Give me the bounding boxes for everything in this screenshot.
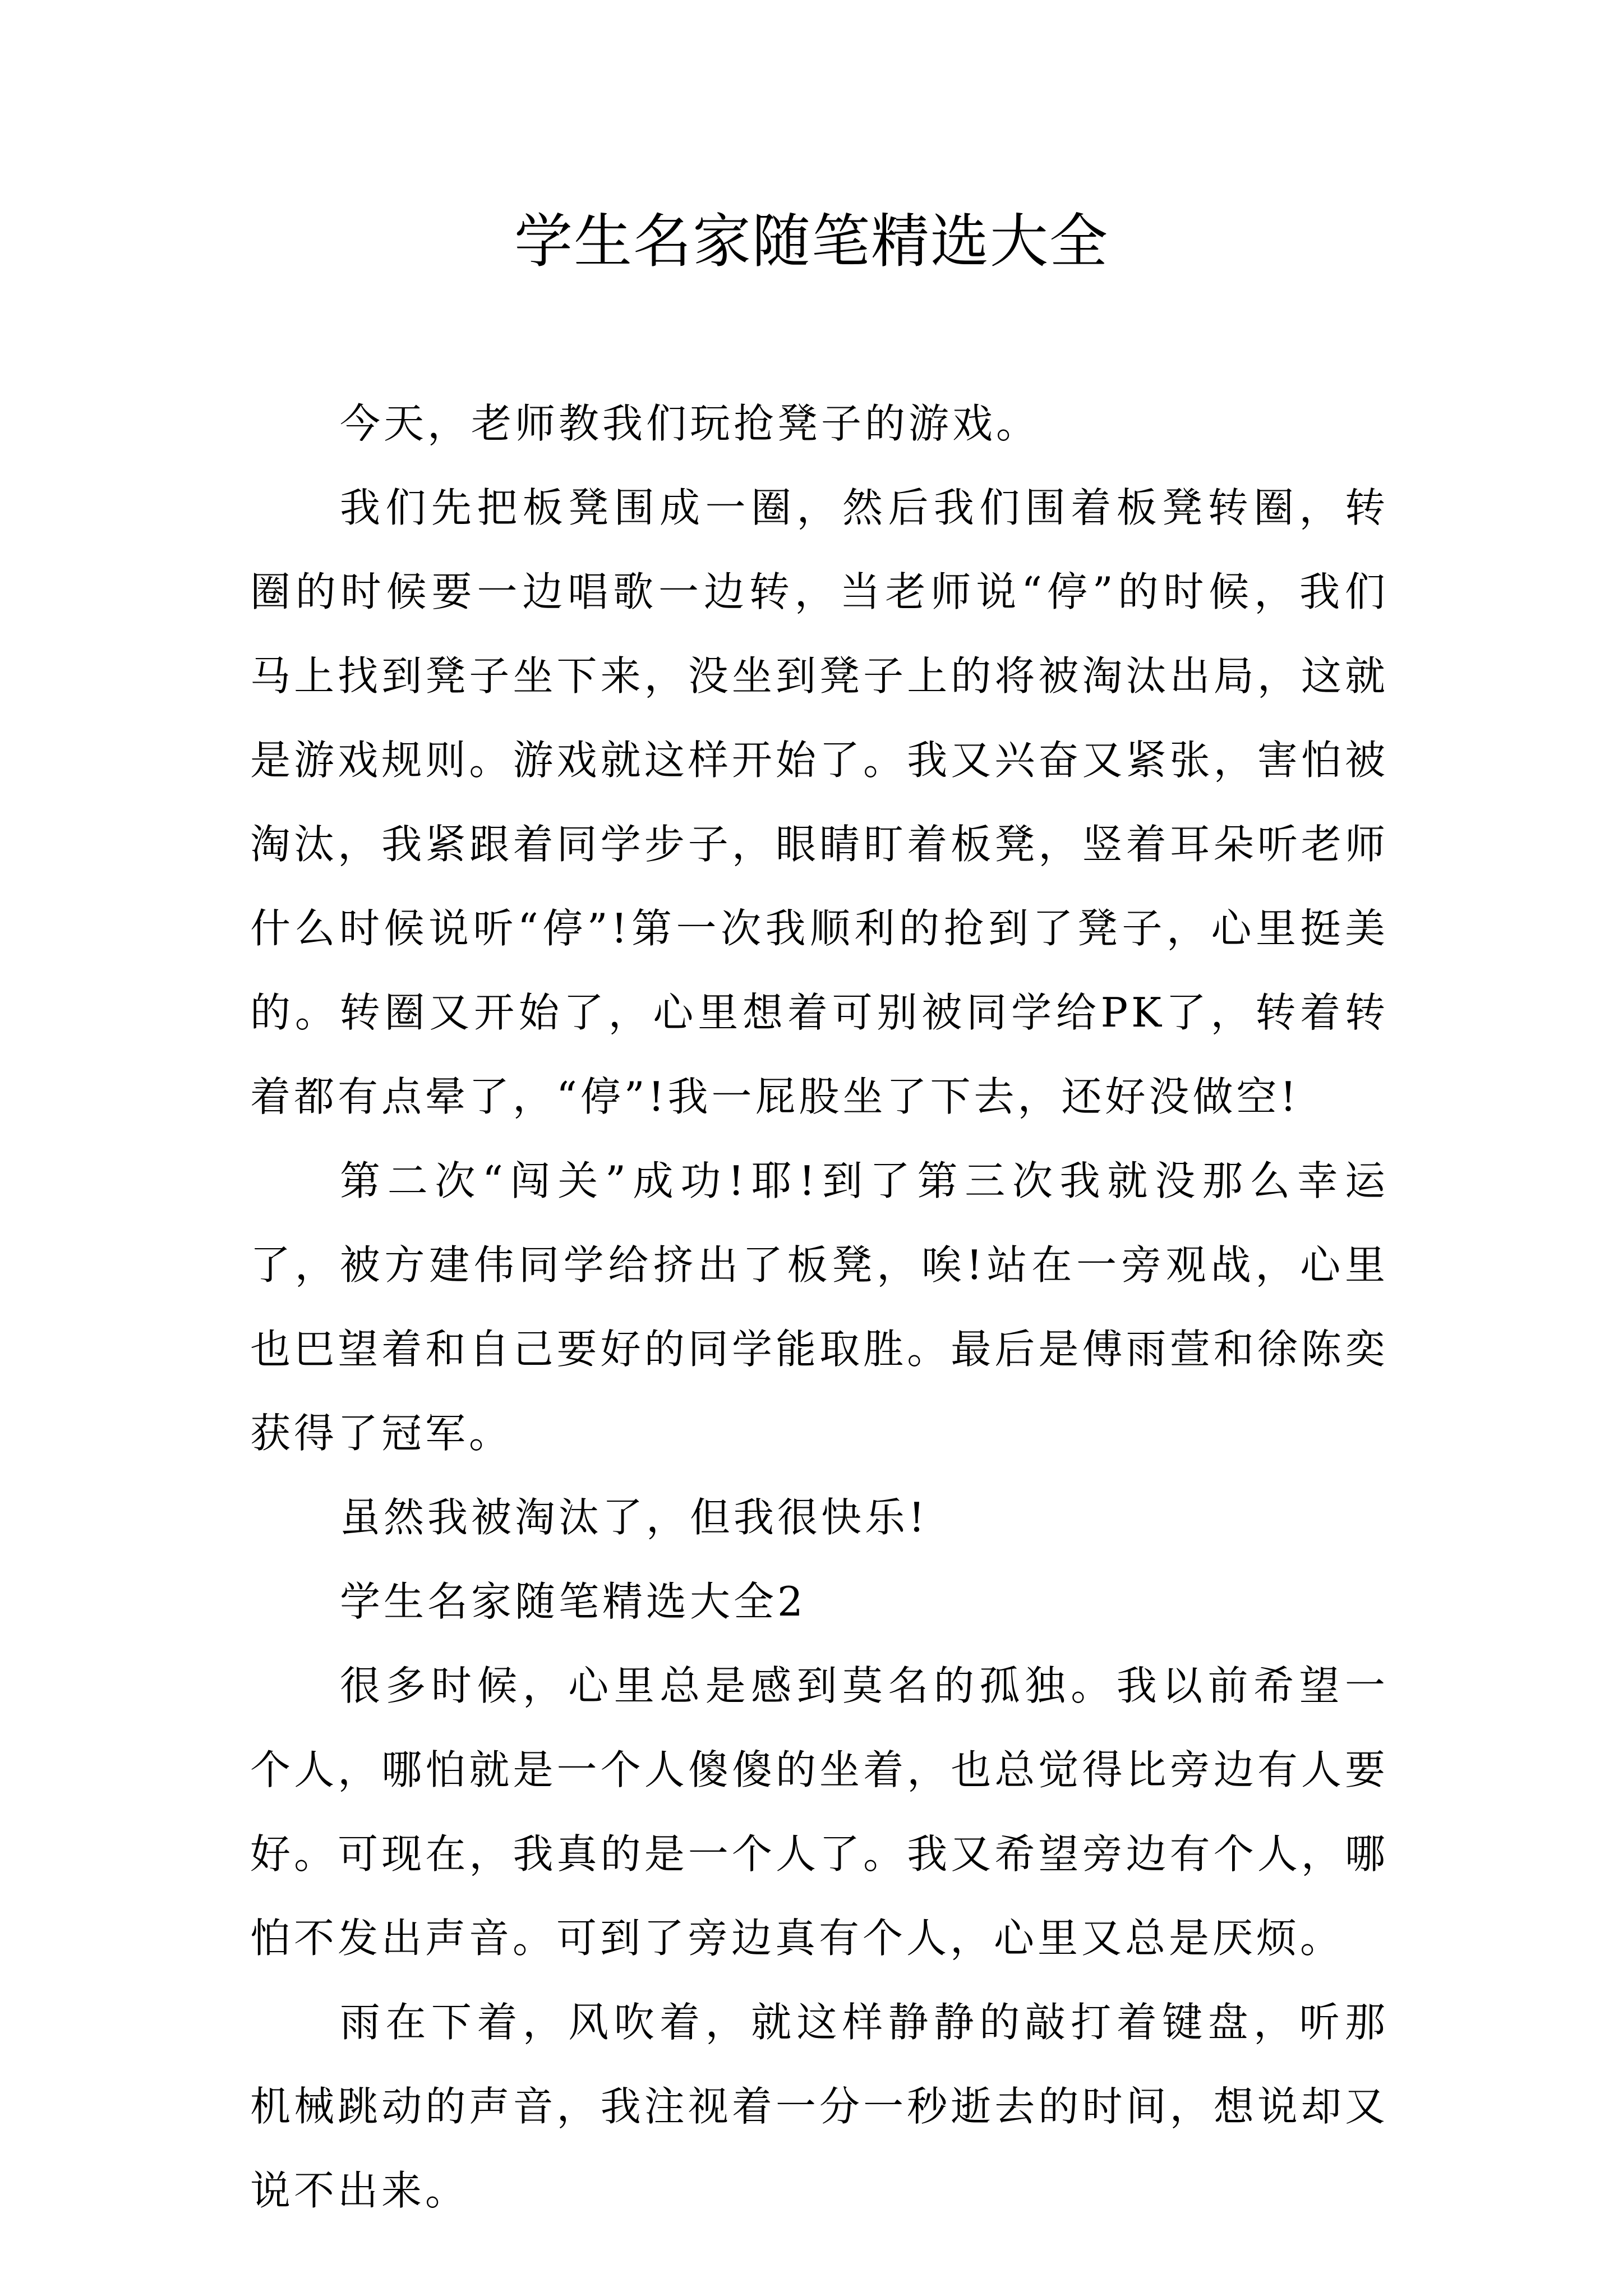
document-title: 学生名家随笔精选大全 bbox=[514, 207, 1109, 275]
paragraph: 虽然我被淘汰了，但我很快乐! bbox=[340, 1494, 928, 1541]
paragraph: 雨在下着，风吹着，就这样静静的敲打着键盘，听那机械跳动的声音，我注视着一分一秒逝去的时间，想说却又说不出来。 bbox=[250, 1999, 1389, 2214]
paragraph: 很多时候，心里总是感到莫名的孤独。我以前希望一个人，哪怕就是一个人傻傻的坐着，也总觉得比旁边有人要好。可现在，我真的是一个人了。我又希望旁边有个人，哪怕不发出声音。可到了旁边真有个人，心里又总是厌烦。 bbox=[250, 1662, 1389, 1962]
document-body bbox=[250, 381, 1389, 2233]
paragraph: 今天，老师教我们玩抢凳子的游戏。 bbox=[340, 400, 1040, 447]
section-heading: 学生名家随笔精选大全2 bbox=[340, 1578, 806, 1625]
paragraph: 我们先把板凳围成一圈，然后我们围着板凳转圈，转圈的时候要一边唱歌一边转，当老师说“停”的时候，我们马上找到凳子坐下来，没坐到凳子上的将被淘汰出局，这就是游戏规则。游戏就这样开始了。我又兴奋又紧张，害怕被淘汰，我紧跟着同学步子，眼睛盯着板凳，竖着耳朵听老师什么时候说听“停”!第一次我顺利的抢到了凳子，心里挺美的。转圈又开始了，心里想着可别被同学给PK了，转着转着都有点晕了，“停”!我一屁股坐了下去，还好没做空! bbox=[250, 484, 1389, 1120]
paragraph: 第二次“闯关”成功!耶!到了第三次我就没那么幸运了，被方建伟同学给挤出了板凳，唉!站在一旁观战，心里也巴望着和自己要好的同学能取胜。最后是傅雨萱和徐陈奕获得了冠军。 bbox=[250, 1157, 1389, 1457]
